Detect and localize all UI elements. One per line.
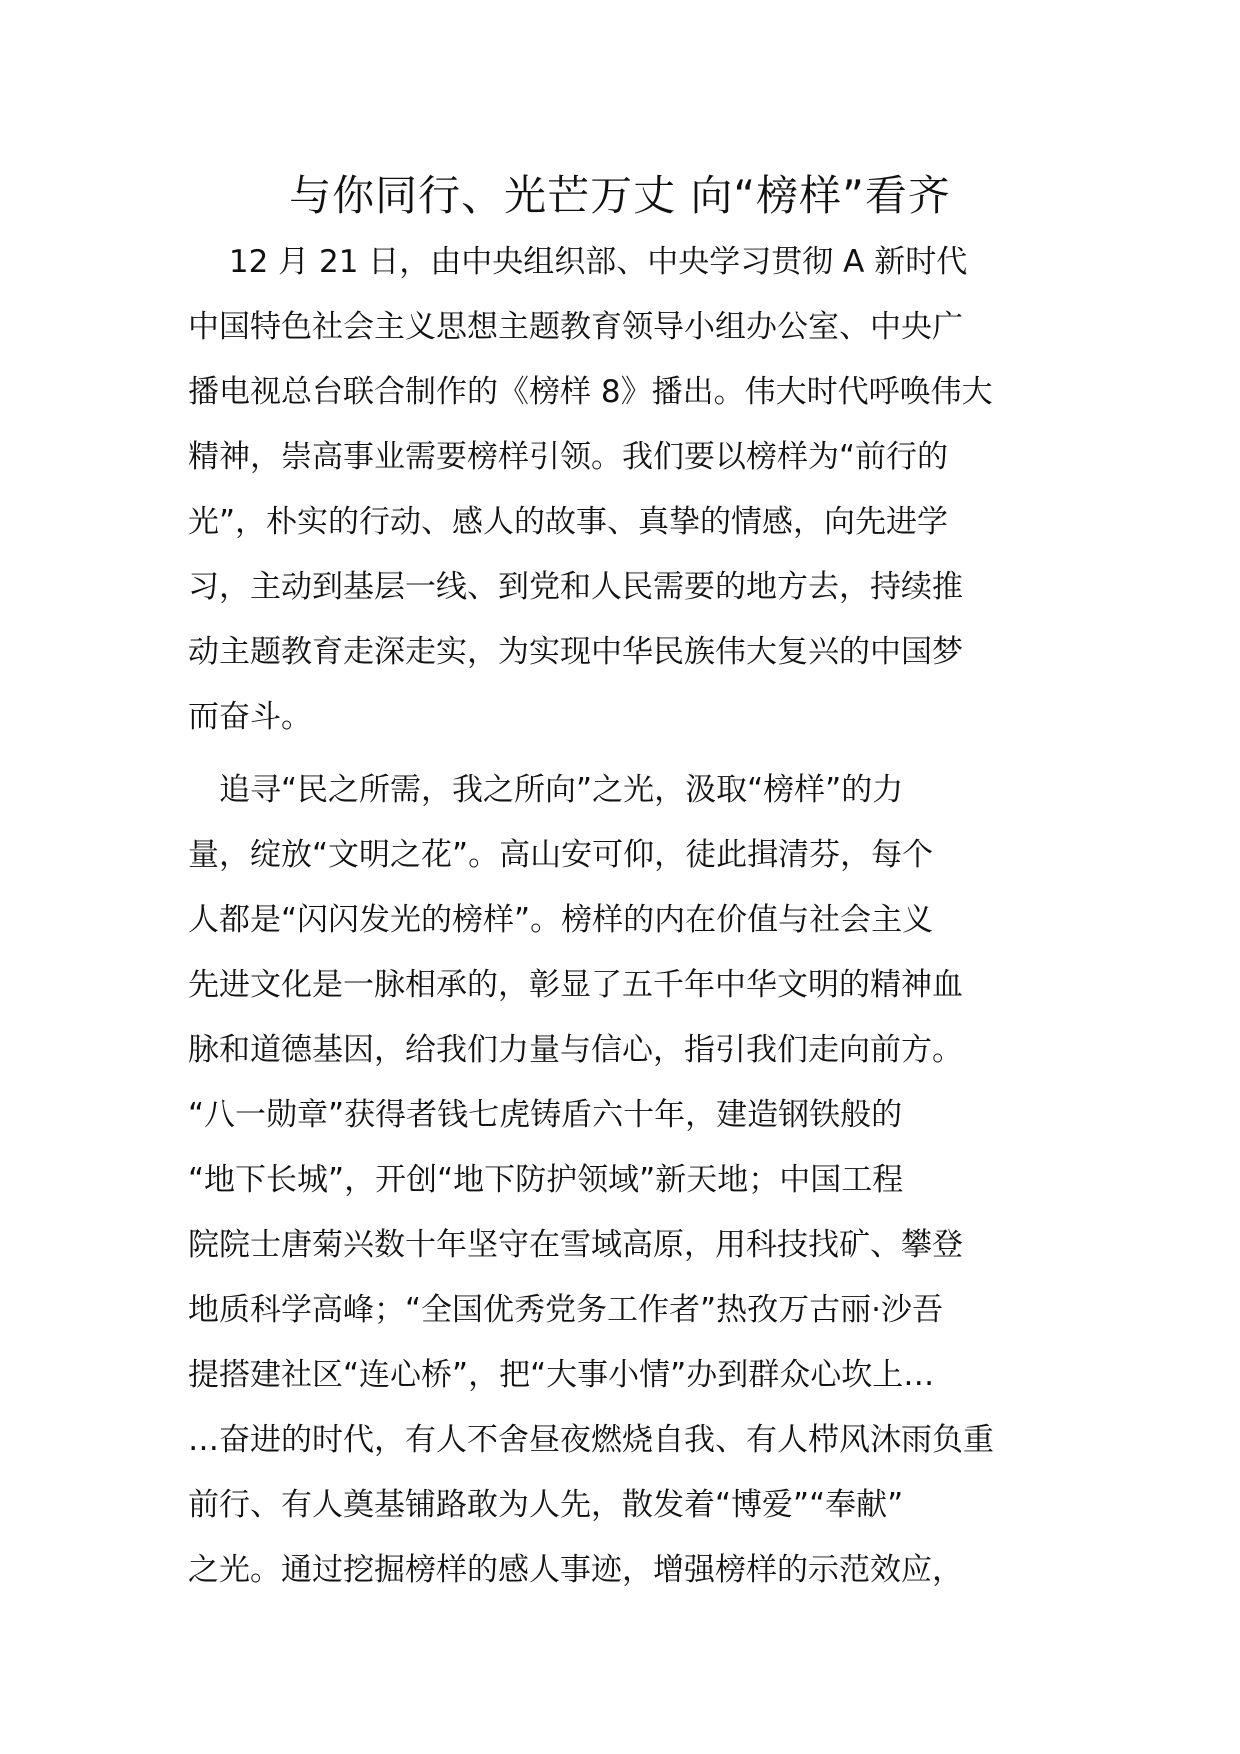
- paragraph-line: 追寻“民之所需，我之所向”之光，汲取“榜样”的力: [188, 772, 904, 808]
- document-body: [188, 230, 1058, 1603]
- paragraph-line: 习，主动到基层一线、到党和人民需要的地方去，持续推: [188, 569, 963, 605]
- paragraph-line: 脉和道德基因，给我们力量与信心，指引我们走向前方。: [188, 1032, 963, 1068]
- paragraph-line: 地质科学高峰；“全国优秀党务工作者”热孜万古丽·沙吾: [188, 1292, 943, 1328]
- paragraph-line: 前行、有人奠基铺路敢为人先，散发着“博爱”“奉献”: [188, 1487, 904, 1523]
- document-title: 与你同行、光芒万丈 向“榜样”看齐: [289, 171, 951, 220]
- paragraph-line: “地下长城”，开创“地下防护领域”新天地；中国工程: [188, 1162, 904, 1198]
- paragraph-line: 量，绽放“文明之花”。高山安可仰，徒此揖清芬，每个: [188, 837, 934, 873]
- paragraph-line: “八一勋章”获得者钱七虎铸盾六十年，建造钢铁般的: [188, 1097, 903, 1133]
- paragraph-line: 提搭建社区“连心桥”，把“大事小情”办到群众心坎上…: [188, 1357, 935, 1393]
- paragraph-line: 人都是“闪闪发光的榜样”。榜样的内在价值与社会主义: [188, 902, 934, 938]
- paragraph-line: 动主题教育走深走实，为实现中华民族伟大复兴的中国梦: [188, 634, 963, 670]
- paragraph-line: 光”，朴实的行动、感人的故事、真挚的情感，向先进学: [188, 504, 949, 540]
- paragraph-1: [188, 230, 1058, 750]
- paragraph-line: 中国特色社会主义思想主题教育领导小组办公室、中央广: [188, 309, 963, 345]
- paragraph-line: 院院士唐菊兴数十年坚守在雪域高原，用科技找矿、攀登: [188, 1227, 963, 1263]
- paragraph-line: 先进文化是一脉相承的，彰显了五千年中华文明的精神血: [188, 967, 963, 1003]
- paragraph-line: 而奋斗。: [188, 699, 312, 735]
- paragraph-line: 之光。通过挖掘榜样的感人事迹，增强榜样的示范效应，: [188, 1552, 963, 1588]
- paragraph-2: [188, 758, 1058, 1603]
- paragraph-line: …奋进的时代，有人不舍昼夜燃烧自我、有人栉风沐雨负重: [188, 1422, 994, 1458]
- paragraph-spacer: [188, 750, 1058, 758]
- paragraph-line: 精神，崇高事业需要榜样引领。我们要以榜样为“前行的: [188, 439, 949, 475]
- paragraph-line: 12 月 21 日，由中央组织部、中央学习贯彻 A 新时代: [188, 244, 968, 280]
- paragraph-line: 播电视总台联合制作的《榜样 8》播出。伟大时代呼唤伟大: [188, 374, 993, 410]
